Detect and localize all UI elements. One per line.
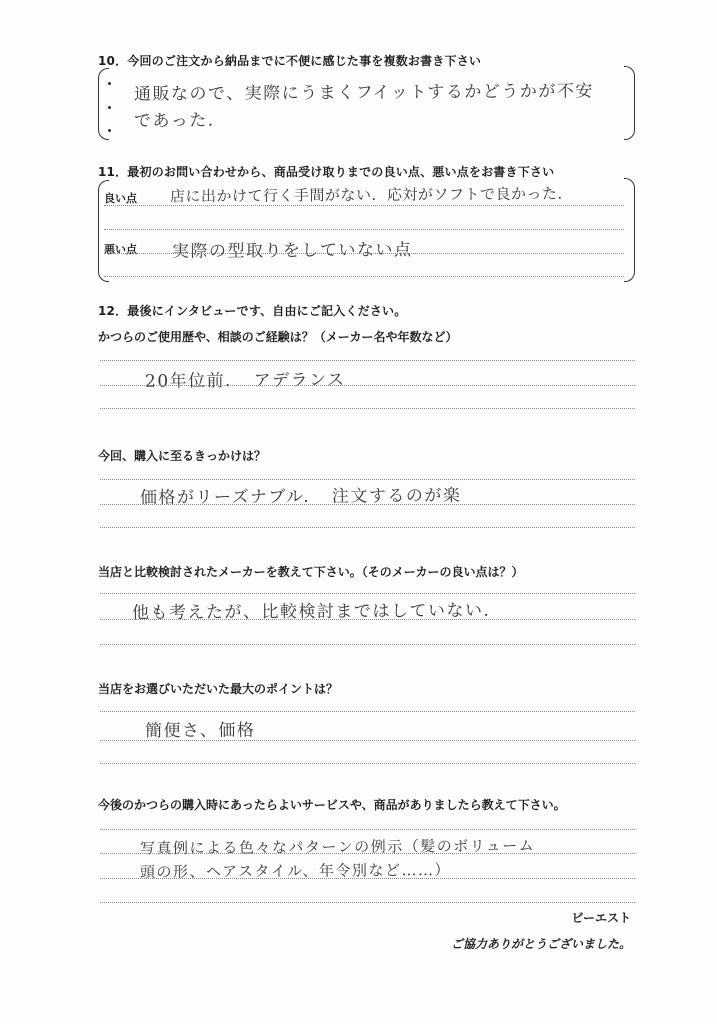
bullet <box>108 129 111 132</box>
q10-bracket-right <box>624 66 635 140</box>
answer-line <box>104 229 624 230</box>
answer-line <box>100 711 635 712</box>
answer-line <box>100 644 635 645</box>
answer-line <box>104 253 624 254</box>
q12-question: かつらのご使用歴や、相談のご経験は？（メーカー名や年数など） <box>98 330 458 344</box>
q11-bracket-right <box>624 178 635 282</box>
q10-answer-line: 通販なので、実際にうまくフイットするかどうかが不安 <box>133 81 594 105</box>
answer-line <box>100 479 635 480</box>
answer-line <box>100 360 635 361</box>
bullet <box>108 82 111 85</box>
answer-line <box>100 853 635 854</box>
answer-line <box>104 205 624 206</box>
thanks-message: ご協力ありがとうございました。 <box>450 937 631 951</box>
q12-answer: 20年位前． アデランス <box>144 370 346 392</box>
q10-heading: 10．今回のご注文から納品までに不便に感じた事を複数お書き下さい <box>98 54 482 68</box>
q12-answer: 簡便さ、価格 <box>144 720 256 742</box>
q12-question: 当店をお選びいただいた最大のポイントは？ <box>98 682 339 696</box>
bad-points-label: 悪い点 <box>104 243 137 256</box>
bad-points-answer: 実際の型取りをしていない点 <box>171 240 413 262</box>
answer-line <box>100 878 635 879</box>
answer-line <box>100 763 635 764</box>
answer-line <box>100 740 635 741</box>
q12-answer: 価格がリーズナブル． 注文するのが楽 <box>139 485 462 509</box>
q12-question: 当店と比較検討されたメーカーを教えて下さい。（そのメーカーの良い点は？） <box>98 565 524 579</box>
answer-line <box>100 619 635 620</box>
q12-heading: 12．最後にインタビューです、自由にご記入ください。 <box>98 304 407 318</box>
q10-answer-line: であった． <box>133 110 227 132</box>
answer-line <box>100 385 635 386</box>
q12-answer: 他も考えたが、比較検討まではしていない． <box>131 600 503 624</box>
q12-question: 今回、購入に至るきっかけは？ <box>98 449 267 463</box>
answer-line <box>100 504 635 505</box>
answer-line <box>100 829 635 830</box>
answer-line <box>100 408 635 409</box>
answer-line <box>100 593 635 594</box>
q12-answer: 写真例による色々なパターンの例示（髪のボリューム <box>139 836 536 858</box>
bullet <box>108 106 111 109</box>
q12-question: 今後のかつらの購入時にあったらよいサービスや、商品がありましたら教えて下さい。 <box>98 798 566 812</box>
answer-line <box>100 527 635 528</box>
q11-heading: 11．最初のお問い合わせから、商品受け取りまでの良い点、悪い点をお書き下さい <box>98 165 555 179</box>
answer-line <box>100 902 635 903</box>
answer-line <box>104 276 624 277</box>
good-points-answer: 店に出かけて行く手間がない．応対がソフトで良かった． <box>169 184 574 206</box>
q12-answer: 頭の形、ヘアスタイル、年令別など……） <box>139 860 452 882</box>
good-points-label: 良い点 <box>104 192 137 205</box>
company-name: ビーエスト <box>571 911 631 925</box>
